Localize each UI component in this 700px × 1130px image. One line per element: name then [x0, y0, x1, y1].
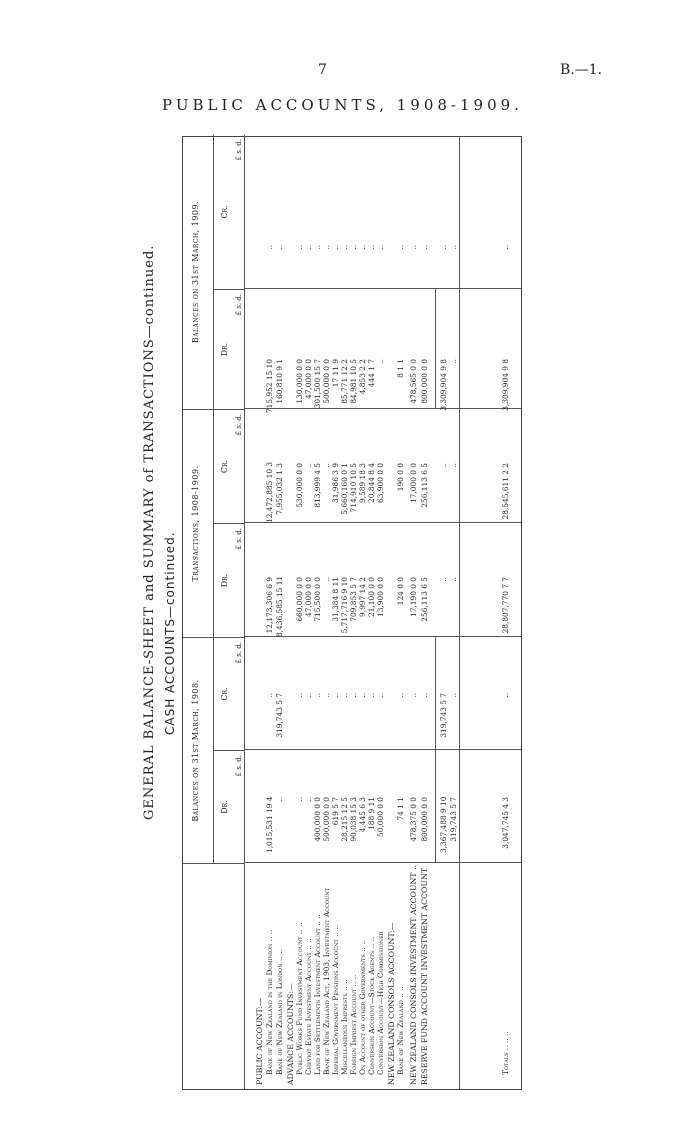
row-label: Bank of New Zealand in London .. ..	[275, 949, 284, 1075]
table-row	[439, 135, 449, 1089]
table-row	[396, 135, 406, 1089]
row-label: Cheviot Estate Investment Account .. ..	[304, 938, 313, 1075]
amount-cell: 4,853 2 2	[358, 359, 367, 395]
dr-label: Dr.	[220, 342, 229, 357]
amount-cell: ..	[396, 693, 405, 698]
amount-cell: 63,900 0 0	[376, 463, 385, 503]
amount-cell: 28,545,611 2 2	[501, 463, 510, 520]
amount-cell: 74 1 1	[396, 797, 405, 821]
dr-label: Dr.	[220, 573, 229, 588]
amount-cell: ..	[275, 797, 284, 802]
amount-cell: 709,853 5 7	[349, 577, 358, 622]
amount-cell: 500,000 0 0	[322, 359, 331, 404]
amount-cell: 47,000 0 0	[304, 577, 313, 617]
general-title: GENERAL BALANCE-SHEET and SUMMARY of TRANSACTIONS—continued.	[142, 244, 157, 820]
amount-cell: ..	[304, 797, 313, 802]
label-header	[183, 863, 245, 1089]
table-row	[449, 135, 459, 1089]
row-label: RESERVE FUND ACCOUNT INVESTMENT ACCOUNT	[420, 867, 429, 1085]
row-label: Land for Settlements Investment Account .. ..	[313, 914, 322, 1075]
table-row	[420, 135, 430, 1089]
units-label: £ s. d.	[235, 294, 243, 316]
table-row	[275, 135, 285, 1089]
amount-cell: ..	[295, 693, 304, 698]
row-label: Bank of New Zealand Act, 1903, Investment Account	[322, 888, 331, 1075]
amount-cell: ..	[439, 577, 448, 582]
amount-cell: 17,000 0 0	[409, 463, 418, 503]
subheader-cr-trans	[213, 409, 245, 523]
amount-cell: ..	[358, 693, 367, 698]
amount-cell: 5,660,160 0 1	[340, 463, 349, 515]
row-label: Imperial Government Pensions Account .. ..	[331, 925, 340, 1075]
amount-cell: ..	[331, 693, 340, 698]
amount-cell: 256,113 6 5	[420, 577, 429, 622]
amount-cell: 90,038 15 3	[349, 797, 358, 842]
units-label: £ s. d.	[235, 139, 243, 161]
amount-cell: 3,309,904 9 8	[439, 359, 448, 411]
amount-cell: ..	[367, 693, 376, 698]
amount-cell: 4,445 6 3	[358, 797, 367, 833]
amount-cell: 3,047,745 4 3	[501, 797, 510, 849]
row-label: NEW ZEALAND CONSOLS INVESTMENT ACCOUNT ..	[409, 865, 418, 1085]
amount-cell: ..	[420, 245, 429, 250]
cr-label: Cr.	[220, 205, 229, 219]
amount-cell: ..	[439, 463, 448, 468]
amount-cell: ..	[376, 359, 385, 364]
units-label: £ s. d.	[235, 755, 243, 777]
amount-cell: ..	[420, 693, 429, 698]
row-label: Public Works Fund Investment Account .. ..	[295, 922, 304, 1075]
amount-cell: ..	[331, 245, 340, 250]
amount-cell: ..	[396, 245, 405, 250]
row-label: Bank of New Zealand in the Dominion .. ..	[265, 929, 274, 1075]
amount-cell: ..	[295, 245, 304, 250]
totals-rule	[459, 137, 460, 1089]
amount-cell: 660,000 0 0	[295, 577, 304, 622]
amount-cell: 400,000 0 0	[313, 797, 322, 842]
dr-label: Dr.	[220, 800, 229, 814]
units-label: £ s. d.	[235, 642, 243, 664]
amount-cell: 715,952 15 10	[265, 359, 274, 414]
row-label: Miscellaneous Imprests .. ..	[340, 979, 349, 1075]
amount-cell: 530,000 0 0	[295, 463, 304, 508]
row-label: PUBLIC ACCOUNT:—	[255, 998, 264, 1085]
amount-cell: ..	[322, 577, 331, 582]
amount-cell: 28,807,770 7 7	[501, 577, 510, 634]
amount-cell: ..	[313, 245, 322, 250]
amount-cell: ..	[340, 693, 349, 698]
amount-cell: 12,173,306 6 9	[265, 577, 274, 634]
amount-cell: 7,955,032 1 3	[275, 463, 284, 515]
table-row	[265, 135, 275, 1089]
amount-cell: 9,997 14 2	[358, 577, 367, 617]
amount-cell: ..	[449, 463, 458, 468]
amount-cell: 5,717,716 9 10	[340, 577, 349, 634]
subheader-cr-1908	[213, 637, 245, 750]
row-label: Totals .. .. ..	[501, 1031, 510, 1075]
amount-cell: 500,000 0 0	[322, 797, 331, 842]
amount-cell: 714,910 10 5	[349, 463, 358, 513]
amount-cell: 190 0 0	[396, 463, 405, 492]
amount-cell: 478,565 0 0	[409, 359, 418, 404]
amount-cell: ..	[295, 797, 304, 802]
amount-cell: ..	[322, 463, 331, 468]
amount-cell: ..	[376, 245, 385, 250]
amount-cell: ..	[501, 693, 510, 698]
amount-cell: 619 5 7	[331, 797, 340, 826]
row-label: On Account of other Governments .. ..	[358, 940, 367, 1075]
amount-cell: 17,190 0 0	[409, 577, 418, 617]
amount-cell: 47,000 0 0	[304, 359, 313, 399]
amount-cell: ..	[340, 245, 349, 250]
amount-cell: ..	[376, 693, 385, 698]
amount-cell: 715,500 0 0	[313, 577, 322, 622]
amount-cell: ..	[449, 359, 458, 364]
amount-cell: 1,015,531 19 4	[265, 796, 274, 853]
table-row	[255, 135, 265, 1089]
amount-cell: 319,743 5 7	[275, 693, 284, 738]
document-reference: B.—1.	[560, 62, 603, 78]
amount-cell: 319,743 5 7	[439, 693, 448, 738]
row-label: Bank of New Zealand .. ..	[396, 986, 405, 1075]
units-label: £ s. d.	[235, 414, 243, 436]
amount-cell: 50,000 0 0	[376, 797, 385, 837]
amount-cell: 21,100 0 0	[367, 577, 376, 617]
amount-cell: 31,384 8 11	[331, 577, 340, 622]
row-label: ADVANCE ACCOUNTS:—	[286, 983, 295, 1085]
amount-cell: ..	[409, 693, 418, 698]
amount-cell: ..	[322, 693, 331, 698]
amount-cell: 319,743 5 7	[449, 797, 458, 842]
amount-cell: ..	[449, 577, 458, 582]
header-balances-1908-label: Balances on 31st March, 1908.	[191, 679, 200, 822]
amount-cell: 478,375 0 0	[409, 797, 418, 842]
amount-cell: 124 0 0	[396, 577, 405, 606]
table-row	[501, 135, 511, 1089]
units-label: £ s. d.	[235, 528, 243, 550]
section-title: CASH ACCOUNTS—continued.	[163, 531, 177, 735]
row-label: Foreign Imprest Account .. ..	[349, 974, 358, 1075]
amount-cell: ..	[449, 693, 458, 698]
cr-label: Cr.	[220, 459, 229, 474]
page-number: 7	[318, 62, 327, 78]
row-label: Conversion Account—Stock Agents .. ..	[367, 936, 376, 1075]
amount-cell: 3,309,904 9 8	[501, 359, 510, 411]
amount-cell: ..	[304, 693, 313, 698]
amount-cell: ..	[304, 463, 313, 468]
cr-label: Cr.	[220, 687, 229, 701]
amount-cell: 444 1 7	[367, 359, 376, 388]
amount-cell: ..	[409, 245, 418, 250]
subheader-dr-1908	[213, 750, 245, 863]
amount-cell: ..	[349, 245, 358, 250]
amount-cell: 160,810 9 1	[275, 359, 284, 404]
amount-cell: 13,900 0 0	[376, 577, 385, 617]
amount-cell: 12,472,885 10 3	[265, 461, 274, 523]
subheader-cr-1909	[213, 135, 245, 289]
amount-cell: ..	[265, 693, 274, 698]
header-balances-1909-label: Balances on 31st March, 1909.	[191, 200, 200, 344]
table-row	[409, 135, 419, 1089]
amount-cell: 20,844 8 4	[367, 463, 376, 503]
accounts-table	[182, 136, 522, 1090]
amount-cell: ..	[313, 693, 322, 698]
amount-cell: 9,589 18 3	[358, 463, 367, 503]
amount-cell: ..	[275, 245, 284, 250]
amount-cell: 8,436,585 15 11	[275, 575, 284, 637]
amount-cell: 256,113 6 5	[420, 463, 429, 508]
amount-cell: ..	[322, 245, 331, 250]
subheader-dr-1909	[213, 289, 245, 409]
amount-cell: 301,500 15 7	[313, 359, 322, 409]
amount-cell: 3,367,488 9 10	[439, 796, 448, 853]
amount-cell: 813,999 4 5	[313, 463, 322, 508]
amount-cell: ..	[265, 245, 274, 250]
amount-cell: ..	[449, 245, 458, 250]
subtotal-rule	[435, 637, 436, 863]
page-title: PUBLIC ACCOUNTS, 1908-1909.	[162, 96, 523, 114]
amount-cell: 85,771 12 2	[340, 359, 349, 404]
header-transactions-label: Transactions, 1908-1909.	[191, 465, 200, 582]
amount-cell: 17 11 9	[331, 359, 340, 388]
amount-cell: 31,986 3 9	[331, 463, 340, 503]
row-label: NEW ZEALAND CONSOLS ACCOUNT:—	[387, 922, 396, 1085]
row-label: Conversion Account—High Commissioner	[376, 931, 385, 1075]
amount-cell: ..	[501, 245, 510, 250]
amount-cell: ..	[358, 245, 367, 250]
amount-cell: 188 9 11	[367, 797, 376, 830]
amount-cell: 130,000 0 0	[295, 359, 304, 404]
subheader-dr-trans	[213, 523, 245, 637]
amount-cell: 8 1 1	[396, 359, 405, 378]
amount-cell: ..	[349, 693, 358, 698]
amount-cell: 84,981 10 5	[349, 359, 358, 404]
amount-cell: 800,000 0 0	[420, 797, 429, 842]
amount-cell: 28,215 12 5	[340, 797, 349, 842]
amount-cell: ..	[439, 245, 448, 250]
table-row	[376, 135, 386, 1089]
amount-cell: ..	[304, 245, 313, 250]
amount-cell: ..	[367, 245, 376, 250]
subtotal-rule	[435, 289, 436, 409]
amount-cell: 800,000 0 0	[420, 359, 429, 404]
